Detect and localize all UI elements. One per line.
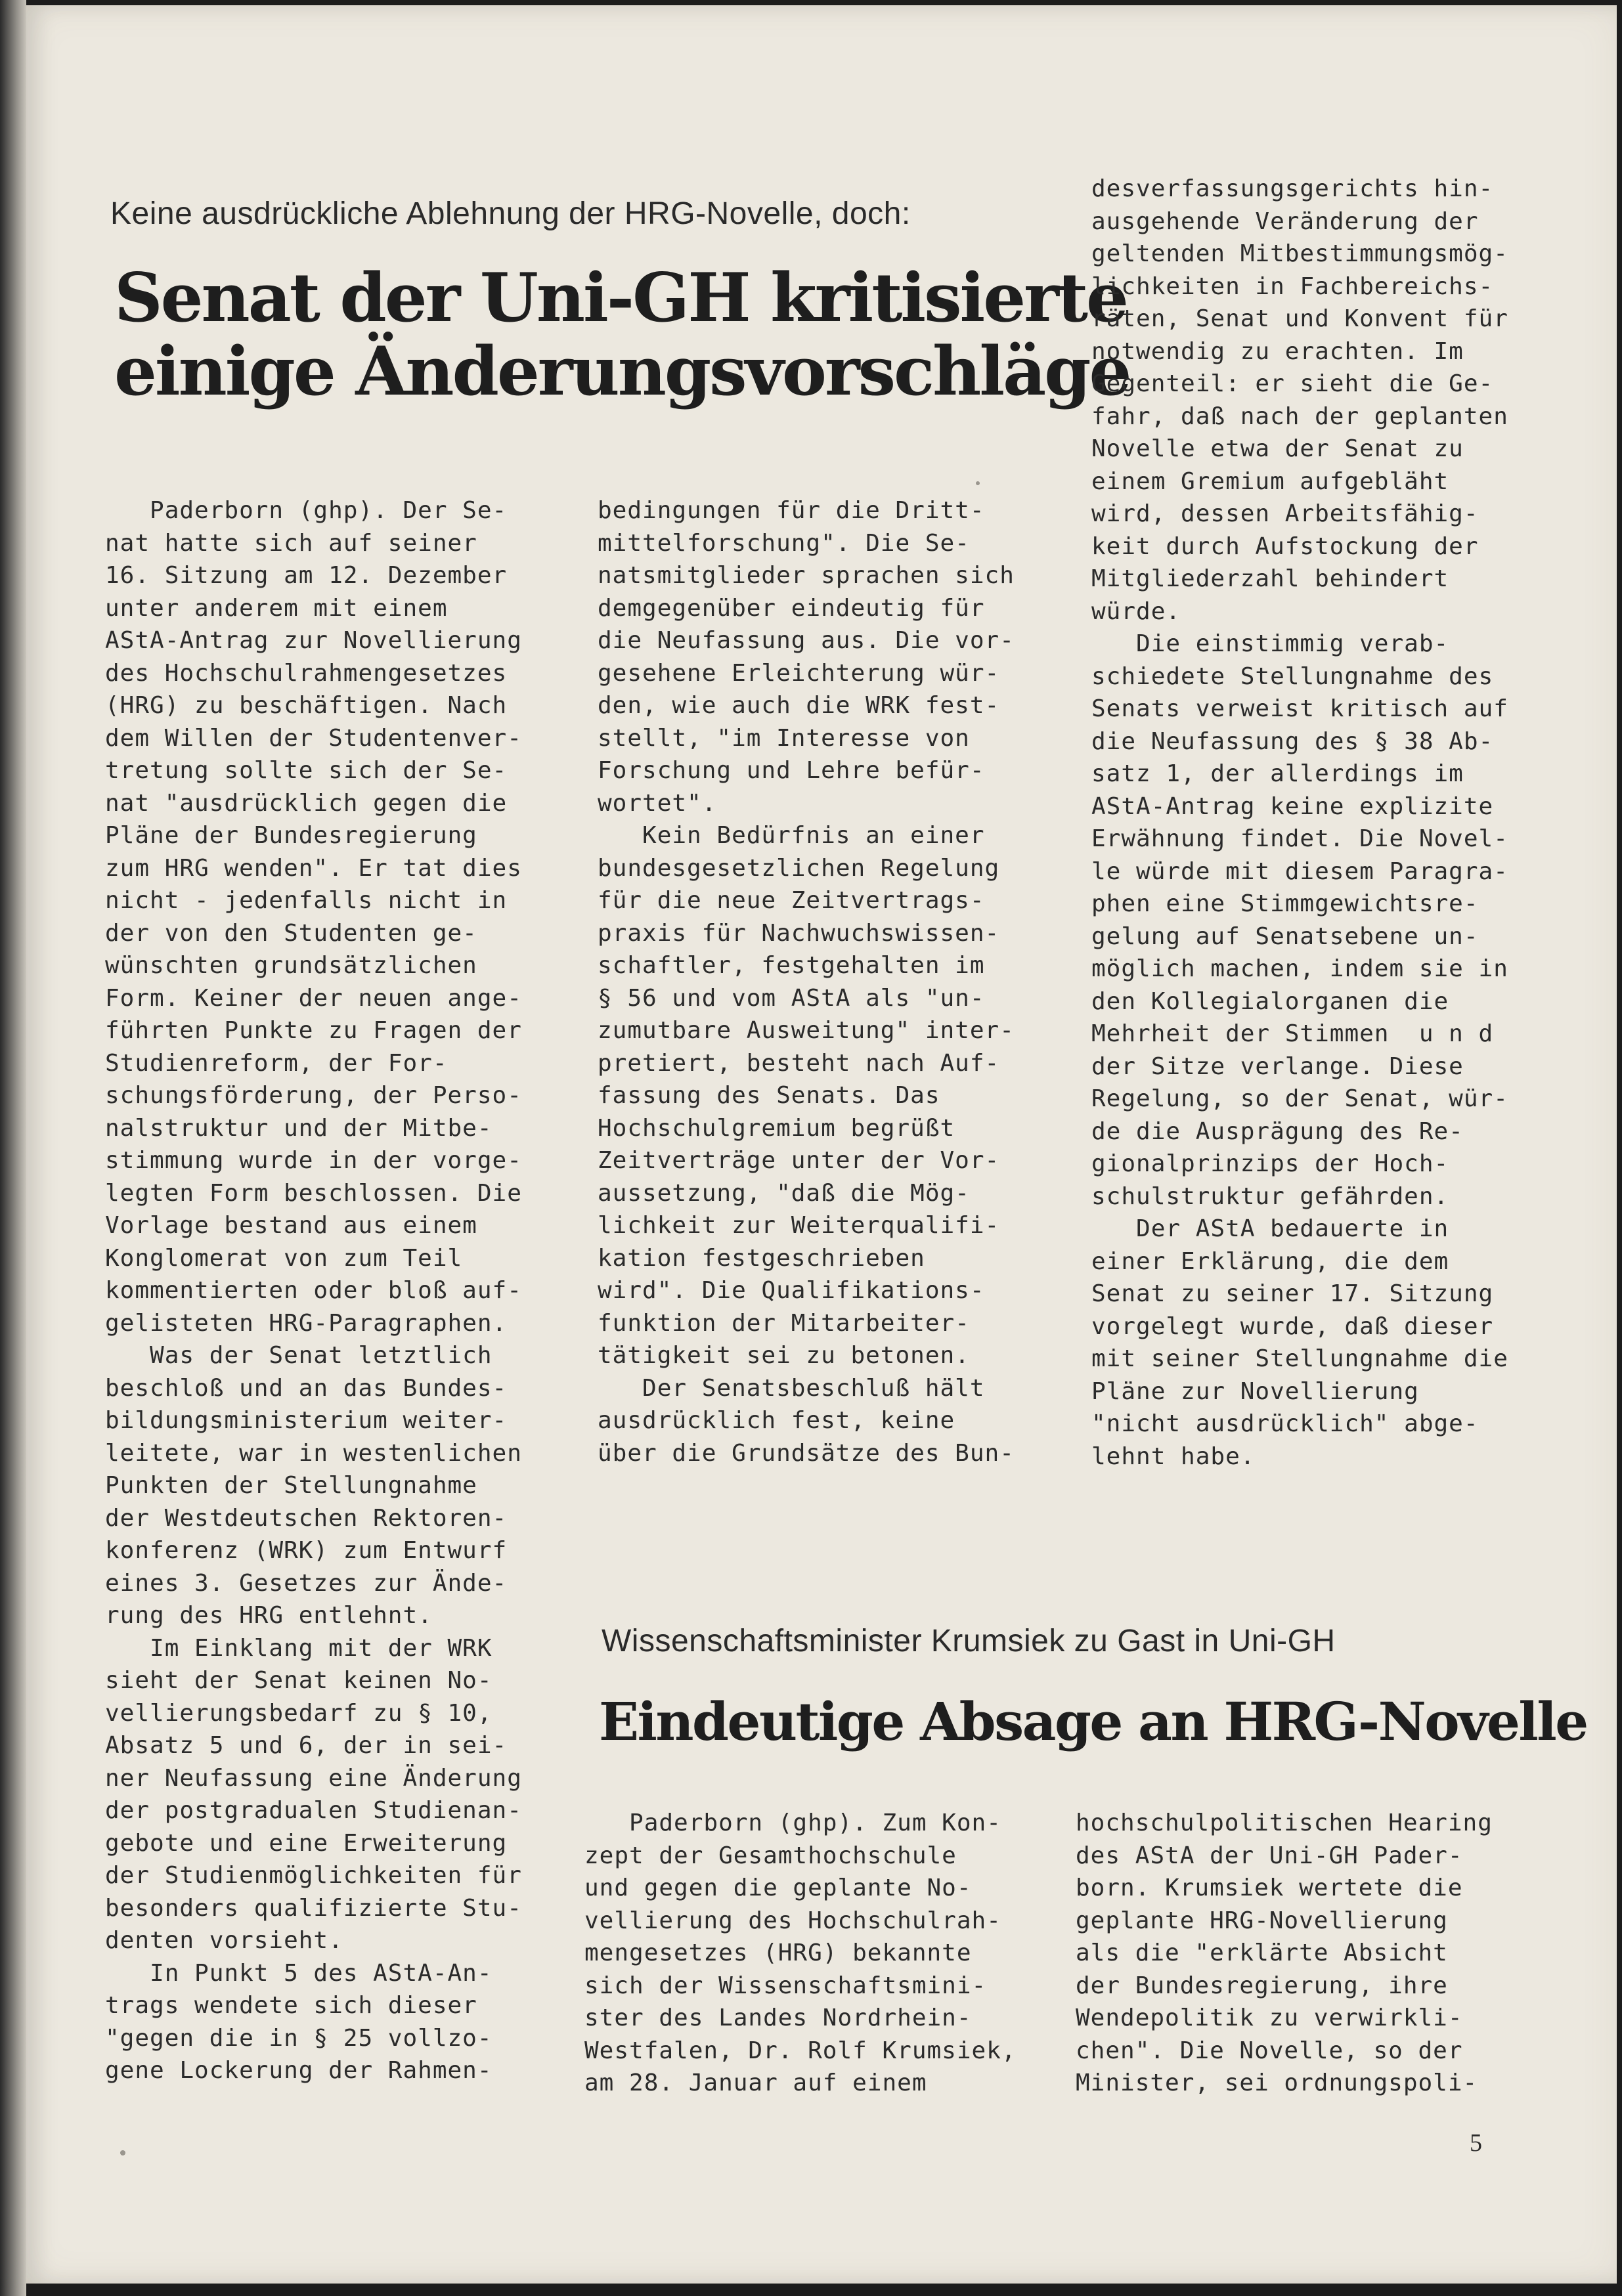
text-line: Pläne zur Novellierung xyxy=(1091,1377,1419,1405)
text-line: gene Lockerung der Rahmen- xyxy=(105,2057,493,2084)
text-line: nalstruktur und der Mitbe- xyxy=(105,1114,493,1142)
text-line: fahr, daß nach der geplanten xyxy=(1091,402,1508,430)
text-line: des AStA der Uni-GH Pader- xyxy=(1076,1842,1463,1869)
text-line: Mehrheit der Stimmen u n d xyxy=(1091,1020,1494,1047)
text-line: würde. xyxy=(1091,597,1181,625)
text-line: dem Willen der Studentenver- xyxy=(105,724,522,752)
text-line: § 56 und vom AStA als "un- xyxy=(598,984,985,1012)
text-line: nat "ausdrücklich gegen die xyxy=(105,789,508,817)
text-line: Minister, sei ordnungspoli- xyxy=(1076,2069,1478,2096)
text-line: fassung des Senats. Das xyxy=(598,1082,940,1109)
text-line: den Kollegialorganen die xyxy=(1091,987,1449,1015)
text-line: Vorlage bestand aus einem xyxy=(105,1212,477,1239)
text-line: keit durch Aufstockung der xyxy=(1091,532,1479,560)
text-line: der Westdeutschen Rektoren- xyxy=(105,1504,508,1532)
article1-column-3 xyxy=(1091,173,1564,1473)
text-line: ausdrücklich fest, keine xyxy=(598,1407,955,1434)
article1-kicker: Keine ausdrückliche Ablehnung der HRG-Novelle, doch: xyxy=(110,196,911,231)
text-line: ausgehende Veränderung der xyxy=(1091,207,1479,235)
text-line: Kein Bedürfnis an einer xyxy=(598,822,985,849)
text-line: gelisteten HRG-Paragraphen. xyxy=(105,1309,508,1337)
text-line: Der AStA bedauerte in xyxy=(1091,1215,1449,1242)
text-line: ner Neufassung eine Änderung xyxy=(105,1764,522,1792)
text-line: eines 3. Gesetzes zur Ände- xyxy=(105,1569,508,1597)
text-line: besonders qualifizierte Stu- xyxy=(105,1894,522,1922)
text-line: hochschulpolitischen Hearing xyxy=(1076,1809,1493,1836)
text-line: schaftler, festgehalten im xyxy=(598,952,985,979)
text-line: Absatz 5 und 6, der in sei- xyxy=(105,1732,508,1759)
text-line: konferenz (WRK) zum Entwurf xyxy=(105,1537,508,1564)
text-line: phen eine Stimmgewichtsre- xyxy=(1091,890,1479,917)
text-line: kommentierten oder bloß auf- xyxy=(105,1277,522,1304)
text-line: nicht - jedenfalls nicht in xyxy=(105,887,508,914)
text-line: praxis für Nachwuchswissen- xyxy=(598,919,1000,947)
text-line: Paderborn (ghp). Der Se- xyxy=(105,497,508,524)
text-line: möglich machen, indem sie in xyxy=(1091,955,1508,982)
text-line: mengesetzes (HRG) bekannte xyxy=(584,1939,972,1966)
text-line: Form. Keiner der neuen ange- xyxy=(105,984,522,1012)
article1-headline-line: einige Änderungsvorschläge xyxy=(114,332,1130,412)
text-line: le würde mit diesem Paragra- xyxy=(1091,857,1508,885)
page-number: 5 xyxy=(1470,2129,1482,2157)
text-line: sieht der Senat keinen No- xyxy=(105,1667,493,1694)
text-line: am 28. Januar auf einem xyxy=(584,2069,927,2096)
text-line: Mitgliederzahl behindert xyxy=(1091,565,1449,592)
text-line: vorgelegt wurde, daß dieser xyxy=(1091,1312,1494,1340)
text-line: Konglomerat von zum Teil xyxy=(105,1244,463,1272)
text-line: satz 1, der allerdings im xyxy=(1091,760,1464,787)
text-line: leitete, war in westenlichen xyxy=(105,1439,522,1467)
text-line: pretiert, besteht nach Auf- xyxy=(598,1049,1000,1077)
text-line: rung des HRG entlehnt. xyxy=(105,1602,433,1629)
text-line: funktion der Mitarbeiter- xyxy=(598,1309,970,1337)
article1-column-1 xyxy=(105,494,578,2087)
text-line: Die einstimmig verab- xyxy=(1091,630,1449,657)
text-line: Senat zu seiner 17. Sitzung xyxy=(1091,1280,1494,1307)
text-line: Forschung und Lehre befür- xyxy=(598,757,985,784)
text-line: schungsförderung, der Perso- xyxy=(105,1082,522,1109)
text-line: ster des Landes Nordrhein- xyxy=(584,2004,972,2031)
text-line: tretung sollte sich der Se- xyxy=(105,757,508,784)
text-line: die Neufassung aus. Die vor- xyxy=(598,627,1015,654)
text-line: denten vorsieht. xyxy=(105,1927,343,1954)
text-line: der von den Studenten ge- xyxy=(105,919,477,947)
text-line: führten Punkte zu Fragen der xyxy=(105,1017,522,1044)
text-line: chen". Die Novelle, so der xyxy=(1076,2037,1463,2064)
text-line: Hochschulgremium begrüßt xyxy=(598,1114,955,1142)
article1-headline xyxy=(114,259,1130,412)
text-line: gelung auf Senatsebene un- xyxy=(1091,922,1479,950)
text-line: Gegenteil: er sieht die Ge- xyxy=(1091,370,1494,397)
article1-column-2 xyxy=(598,494,1070,1469)
text-line: lehnt habe. xyxy=(1091,1442,1256,1470)
text-line: Im Einklang mit der WRK xyxy=(105,1634,493,1662)
text-line: vellierung des Hochschulrah- xyxy=(584,1907,1001,1934)
text-line: für die neue Zeitvertrags- xyxy=(598,887,985,914)
text-line: mit seiner Stellungnahme die xyxy=(1091,1345,1508,1372)
text-line: born. Krumsiek wertete die xyxy=(1076,1874,1463,1901)
text-line: sich der Wissenschaftsmini- xyxy=(584,1972,987,1999)
article2-column-1 xyxy=(584,1807,1070,2100)
text-line: wünschten grundsätzlichen xyxy=(105,952,477,979)
article1-headline-line: Senat der Uni-GH kritisierte xyxy=(114,259,1127,337)
text-line: Wendepolitik zu verwirkli- xyxy=(1076,2004,1463,2031)
text-line: die Neufassung des § 38 Ab- xyxy=(1091,727,1494,755)
text-line: Was der Senat letztlich xyxy=(105,1342,493,1369)
text-line: der postgradualen Studienan- xyxy=(105,1797,522,1824)
text-line: aussetzung, "daß die Mög- xyxy=(598,1179,970,1207)
text-line: gebote und eine Erweiterung xyxy=(105,1829,508,1857)
text-line: kation festgeschrieben xyxy=(598,1244,925,1272)
text-line: demgegenüber eindeutig für xyxy=(598,594,985,622)
text-line: der Bundesregierung, ihre xyxy=(1076,1972,1448,1999)
text-line: Der Senatsbeschluß hält xyxy=(598,1374,985,1402)
text-line: In Punkt 5 des AStA-An- xyxy=(105,1959,493,1987)
text-line: über die Grundsätze des Bun- xyxy=(598,1439,1015,1467)
text-line: mittelforschung". Die Se- xyxy=(598,529,970,557)
text-line: zept der Gesamthochschule xyxy=(584,1842,957,1869)
text-line: trags wendete sich dieser xyxy=(105,1992,477,2019)
text-line: geltenden Mitbestimmungsmög- xyxy=(1091,240,1508,267)
text-line: legten Form beschlossen. Die xyxy=(105,1179,522,1207)
binding-shadow xyxy=(0,0,26,2296)
text-line: AStA-Antrag zur Novellierung xyxy=(105,627,522,654)
text-line: lichkeit zur Weiterqualifi- xyxy=(598,1212,1000,1239)
text-line: de die Ausprägung des Re- xyxy=(1091,1117,1464,1145)
text-line: zum HRG wenden". Er tat dies xyxy=(105,854,522,882)
text-line: Studienreform, der For- xyxy=(105,1049,448,1077)
article2-headline: Eindeutige Absage an HRG-Novelle xyxy=(599,1691,1587,1752)
text-line: bundesgesetzlichen Regelung xyxy=(598,854,1000,882)
text-line: des Hochschulrahmengesetzes xyxy=(105,659,508,687)
text-line: Erwähnung findet. Die Novel- xyxy=(1091,825,1508,852)
text-line: unter anderem mit einem xyxy=(105,594,448,622)
text-line: AStA-Antrag keine explizite xyxy=(1091,792,1494,820)
text-line: bedingungen für die Dritt- xyxy=(598,497,985,524)
text-line: einer Erklärung, die dem xyxy=(1091,1247,1449,1275)
text-line: gionalprinzips der Hoch- xyxy=(1091,1150,1449,1177)
text-line: gesehene Erleichterung wür- xyxy=(598,659,1000,687)
text-line: schiedete Stellungnahme des xyxy=(1091,662,1494,690)
text-line: natsmitglieder sprachen sich xyxy=(598,562,1015,589)
text-line: den, wie auch die WRK fest- xyxy=(598,692,1000,719)
text-line: Pläne der Bundesregierung xyxy=(105,822,477,849)
text-line: nat hatte sich auf seiner xyxy=(105,529,477,557)
text-line: "gegen die in § 25 vollzo- xyxy=(105,2024,493,2052)
text-line: stellt, "im Interesse von xyxy=(598,724,970,752)
text-line: tätigkeit sei zu betonen. xyxy=(598,1342,970,1369)
text-line: stimmung wurde in der vorge- xyxy=(105,1147,522,1174)
paper-speck xyxy=(976,481,980,485)
text-line: zumutbare Ausweitung" inter- xyxy=(598,1017,1015,1044)
text-line: der Sitze verlange. Diese xyxy=(1091,1052,1464,1080)
text-line: beschloß und an das Bundes- xyxy=(105,1374,508,1402)
text-line: räten, Senat und Konvent für xyxy=(1091,305,1508,332)
text-line: einem Gremium aufgebläht xyxy=(1091,467,1449,495)
article2-column-2 xyxy=(1076,1807,1562,2100)
text-line: als die "erklärte Absicht xyxy=(1076,1939,1448,1966)
paper-speck xyxy=(120,2150,125,2155)
text-line: Senats verweist kritisch auf xyxy=(1091,695,1508,722)
text-line: (HRG) zu beschäftigen. Nach xyxy=(105,692,508,719)
text-line: wird". Die Qualifikations- xyxy=(598,1277,985,1304)
text-line: desverfassungsgerichts hin- xyxy=(1091,175,1494,202)
text-line: vellierungsbedarf zu § 10, xyxy=(105,1699,493,1727)
text-line: Paderborn (ghp). Zum Kon- xyxy=(584,1809,1001,1836)
text-line: Punkten der Stellungnahme xyxy=(105,1472,477,1499)
text-line: 16. Sitzung am 12. Dezember xyxy=(105,562,508,589)
text-line: bildungsministerium weiter- xyxy=(105,1407,508,1434)
text-line: "nicht ausdrücklich" abge- xyxy=(1091,1410,1479,1437)
text-line: notwendig zu erachten. Im xyxy=(1091,337,1464,365)
text-line: Regelung, so der Senat, wür- xyxy=(1091,1085,1508,1112)
text-line: Zeitverträge unter der Vor- xyxy=(598,1147,1000,1174)
text-line: und gegen die geplante No- xyxy=(584,1874,972,1901)
text-line: wortet". xyxy=(598,789,717,817)
text-line: Westfalen, Dr. Rolf Krumsiek, xyxy=(584,2037,1017,2064)
text-line: geplante HRG-Novellierung xyxy=(1076,1907,1448,1934)
text-line: Novelle etwa der Senat zu xyxy=(1091,435,1464,462)
text-line: schulstruktur gefährden. xyxy=(1091,1182,1449,1210)
article2-kicker: Wissenschaftsminister Krumsiek zu Gast in Uni-GH xyxy=(602,1624,1336,1658)
text-line: lichkeiten in Fachbereichs- xyxy=(1091,272,1494,300)
text-line: der Studienmöglichkeiten für xyxy=(105,1862,522,1889)
text-line: wird, dessen Arbeitsfähig- xyxy=(1091,500,1479,527)
